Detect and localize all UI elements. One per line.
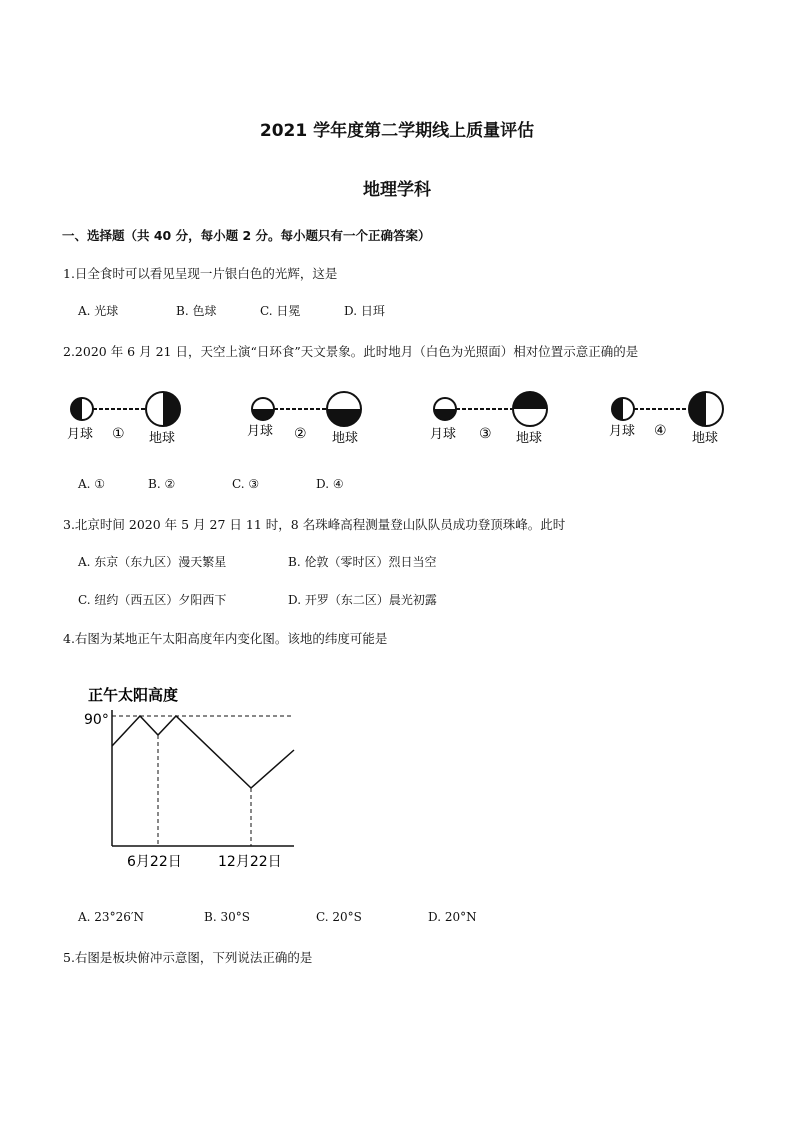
- q2-option-b: B. ②: [148, 477, 176, 491]
- q3-option-a: A. 东京（东九区）漫天繁星: [78, 555, 227, 569]
- q4-option-c: C. 20°S: [316, 910, 362, 924]
- question-2-stem: 2.2020 年 6 月 21 日，天空上演“日环食”天文景象。此时地月（白色为光照面）相对位置示意正确的是: [63, 344, 639, 359]
- q4-option-a: A. 23°26′N: [78, 910, 145, 924]
- diagram-1: [67, 392, 180, 446]
- chart-title: 正午太阳高度: [88, 686, 179, 704]
- section-heading: 一、选择题（共 40 分，每小题 2 分。每小题只有一个正确答案）: [62, 228, 431, 243]
- question-5-stem: 5.右图是板块俯冲示意图，下列说法正确的是: [63, 950, 313, 965]
- sun-altitude-chart: [80, 680, 310, 876]
- question-1-stem: 1.日全食时可以看见呈现一片银白色的光辉，这是: [63, 266, 338, 281]
- moon-label-3: 月球: [430, 427, 457, 442]
- sun-altitude-curve: [112, 716, 294, 788]
- moon-label-2: 月球: [247, 424, 274, 439]
- q1-option-d: D. 日珥: [344, 304, 385, 318]
- moon-2-shade: [252, 409, 274, 420]
- q4-option-b: B. 30°S: [204, 910, 250, 924]
- earth-label-2: 地球: [332, 431, 359, 446]
- x-tick-june: 6月22日: [127, 854, 182, 870]
- exam-title: 2021 学年度第二学期线上质量评估: [259, 121, 535, 141]
- moon-1-shade: [71, 398, 82, 420]
- earth-label-3: 地球: [516, 431, 543, 446]
- figure-number-3: ③: [479, 426, 492, 442]
- earth-3-shade: [513, 392, 547, 409]
- moon-4-shade: [612, 398, 623, 420]
- q1-option-a: A. 光球: [78, 304, 119, 318]
- q3-option-b: B. 伦敦（零时区）烈日当空: [288, 555, 437, 569]
- y-tick-90: 90°: [84, 712, 109, 728]
- diagram-3: [430, 392, 547, 446]
- q1-option-b: B. 色球: [176, 304, 217, 318]
- earth-2-shade: [327, 409, 361, 426]
- earth-4-shade: [689, 392, 706, 426]
- earth-moon-figure: [60, 384, 740, 450]
- q1-option-c: C. 日冕: [260, 304, 301, 318]
- earth-label-4: 地球: [692, 431, 719, 446]
- question-3-stem: 3.北京时间 2020 年 5 月 27 日 11 时，8 名珠峰高程测量登山队队员成功登顶珠峰。此时: [63, 517, 566, 532]
- figure-number-4: ④: [654, 423, 667, 439]
- earth-label-1: 地球: [149, 431, 176, 446]
- moon-label-1: 月球: [67, 427, 94, 442]
- moon-3-shade: [434, 409, 456, 420]
- q2-option-a: A. ①: [78, 477, 106, 491]
- q2-option-c: C. ③: [232, 477, 260, 491]
- q3-option-c: C. 纽约（西五区）夕阳西下: [78, 593, 227, 607]
- moon-label-4: 月球: [609, 424, 636, 439]
- x-tick-december: 12月22日: [218, 854, 282, 870]
- question-4-stem: 4.右图为某地正午太阳高度年内变化图。该地的纬度可能是: [63, 631, 388, 646]
- figure-number-1: ①: [112, 426, 125, 442]
- q4-option-d: D. 20°N: [428, 910, 477, 924]
- diagram-4: [609, 392, 723, 446]
- q3-option-d: D. 开罗（东二区）晨光初露: [288, 593, 437, 607]
- subject-title: 地理学科: [363, 180, 431, 200]
- figure-number-2: ②: [294, 426, 307, 442]
- diagram-2: [247, 392, 361, 446]
- earth-1-shade: [163, 392, 180, 426]
- q2-option-d: D. ④: [316, 477, 344, 491]
